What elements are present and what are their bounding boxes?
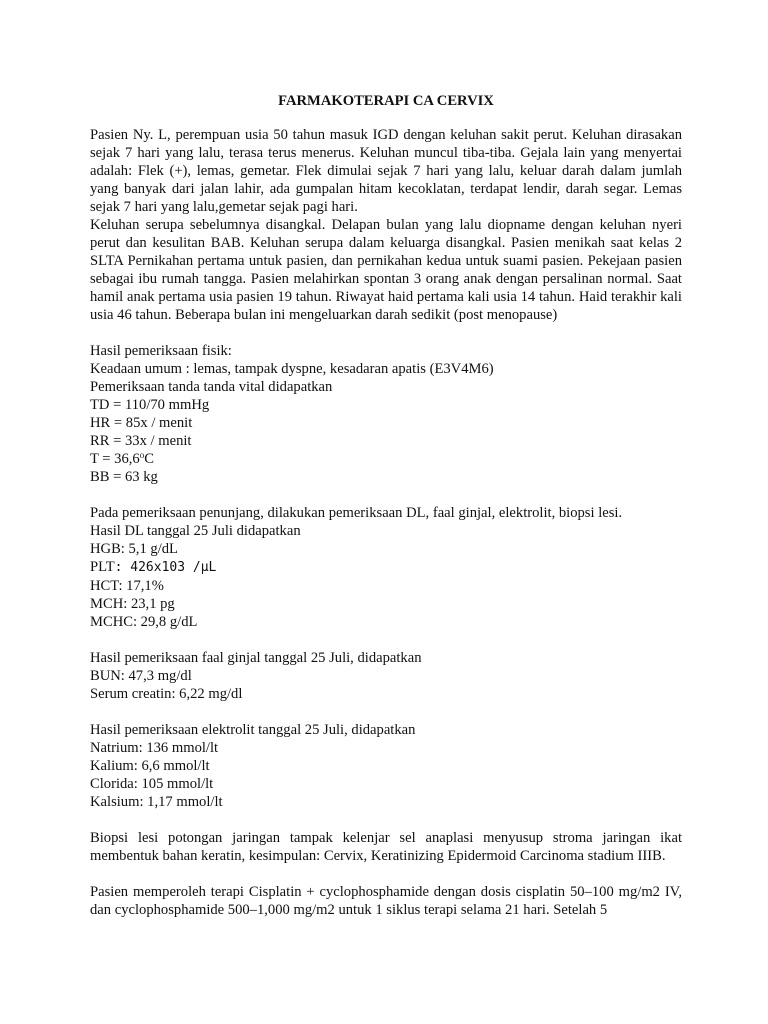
vital-rr: RR = 33x / menit — [90, 433, 192, 449]
case-paragraph-1: Pasien Ny. L, perempuan usia 50 tahun masuk IGD dengan keluhan sakit perut. Keluhan dirasakan sejak 7 hari yang lalu, terasa terus menerus. Keluhan muncul tiba-tiba. Gejala lain yang menyertai adalah: Flek (+), lemas, gemetar. Flek dimulai sejak 7 hari yang lalu, keluar darah dalam jumlah yang banyak dari jalan lahir, ada gumpalan hitam kecoklatan, terdapat lendir, darah segar. Lemas sejak 7 hari yang lalu,gemetar sejak pagi hari. — [90, 127, 682, 215]
lab-hgb: HGB: 5,1 g/dL — [90, 541, 178, 557]
plt-label: PLT — [90, 559, 115, 575]
renal-creatinine: Serum creatin: 6,22 mg/dl — [90, 686, 243, 702]
lab-mch: MCH: 23,1 pg — [90, 596, 175, 612]
vital-temperature — [90, 450, 682, 468]
lab-plt — [90, 558, 682, 577]
vital-td: TD = 110/70 mmHg — [90, 397, 210, 413]
case-paragraph-2: Keluhan serupa sebelumnya disangkal. Delapan bulan yang lalu diopname dengan keluhan nyeri perut dan kesulitan BAB. Keluhan serupa dalam keluarga disangkal. Pasien menikah saat kelas 2 SLTA Pernikahan pertama untuk pasien, dan pernikahan kedua untuk suami pasien. Pekejaan pasien sebagai ibu rumah tangga. Pasien melahirkan spontan 3 orang anak dengan persalinan normal. Saat hamil anak pertama usia pasien 19 tahun. Riwayat haid pertama kali usia 14 tahun. Haid terakhir kali usia 46 tahun. Beberapa bulan ini mengeluarkan darah sedikit (post menopause) — [90, 217, 682, 323]
spacer — [90, 811, 682, 829]
vital-hr: HR = 85x / menit — [90, 415, 193, 431]
renal-heading: Hasil pemeriksaan faal ginjal tanggal 25 Juli, didapatkan — [90, 650, 422, 666]
spacer — [90, 703, 682, 721]
spacer — [90, 486, 682, 504]
electrolyte-clorida: Clorida: 105 mmol/lt — [90, 776, 214, 792]
temperature-unit: C — [144, 451, 154, 467]
electrolyte-natrium: Natrium: 136 mmol/lt — [90, 740, 219, 756]
spacer — [90, 631, 682, 649]
vitals-intro: Pemeriksaan tanda tanda vital didapatkan — [90, 379, 333, 395]
electrolyte-kalsium: Kalsium: 1,17 mmol/lt — [90, 794, 223, 810]
temperature-value: T = 36,6 — [90, 451, 140, 467]
lab-intro: Pada pemeriksaan penunjang, dilakukan pemeriksaan DL, faal ginjal, elektrolit, biopsi lesi. — [90, 505, 623, 521]
lab-mchc: MCHC: 29,8 g/dL — [90, 614, 198, 630]
therapy-paragraph: Pasien memperoleh terapi Cisplatin + cyclophosphamide dengan dosis cisplatin 50–100 mg/m2 IV, dan cyclophosphamide 500–1,000 mg/m2 untuk 1 siklus terapi selama 21 hari. Setelah 5 — [90, 884, 682, 918]
dl-heading: Hasil DL tanggal 25 Juli didapatkan — [90, 523, 301, 539]
electrolyte-kalium: Kalium: 6,6 mmol/lt — [90, 758, 210, 774]
lab-hct: HCT: 17,1% — [90, 578, 164, 594]
plt-value: : 426x103 /µL — [114, 560, 217, 575]
renal-bun: BUN: 47,3 mg/dl — [90, 668, 192, 684]
physical-exam-heading: Hasil pemeriksaan fisik: — [90, 343, 232, 359]
general-condition: Keadaan umum : lemas, tampak dyspne, kesadaran apatis (E3V4M6) — [90, 361, 494, 377]
degree-symbol: o — [139, 450, 145, 460]
biopsy-paragraph: Biopsi lesi potongan jaringan tampak kelenjar sel anaplasi menyusup stroma jaringan ikat membentuk bahan keratin, kesimpulan: Cervix, Keratinizing Epidermoid Carcinoma stadium IIIB. — [90, 830, 682, 864]
spacer — [90, 324, 682, 342]
spacer — [90, 865, 682, 883]
document-title: FARMAKOTERAPI CA CERVIX — [278, 93, 494, 109]
document-page — [90, 92, 682, 919]
vital-bb: BB = 63 kg — [90, 469, 158, 485]
electrolyte-heading: Hasil pemeriksaan elektrolit tanggal 25 Juli, didapatkan — [90, 722, 416, 738]
